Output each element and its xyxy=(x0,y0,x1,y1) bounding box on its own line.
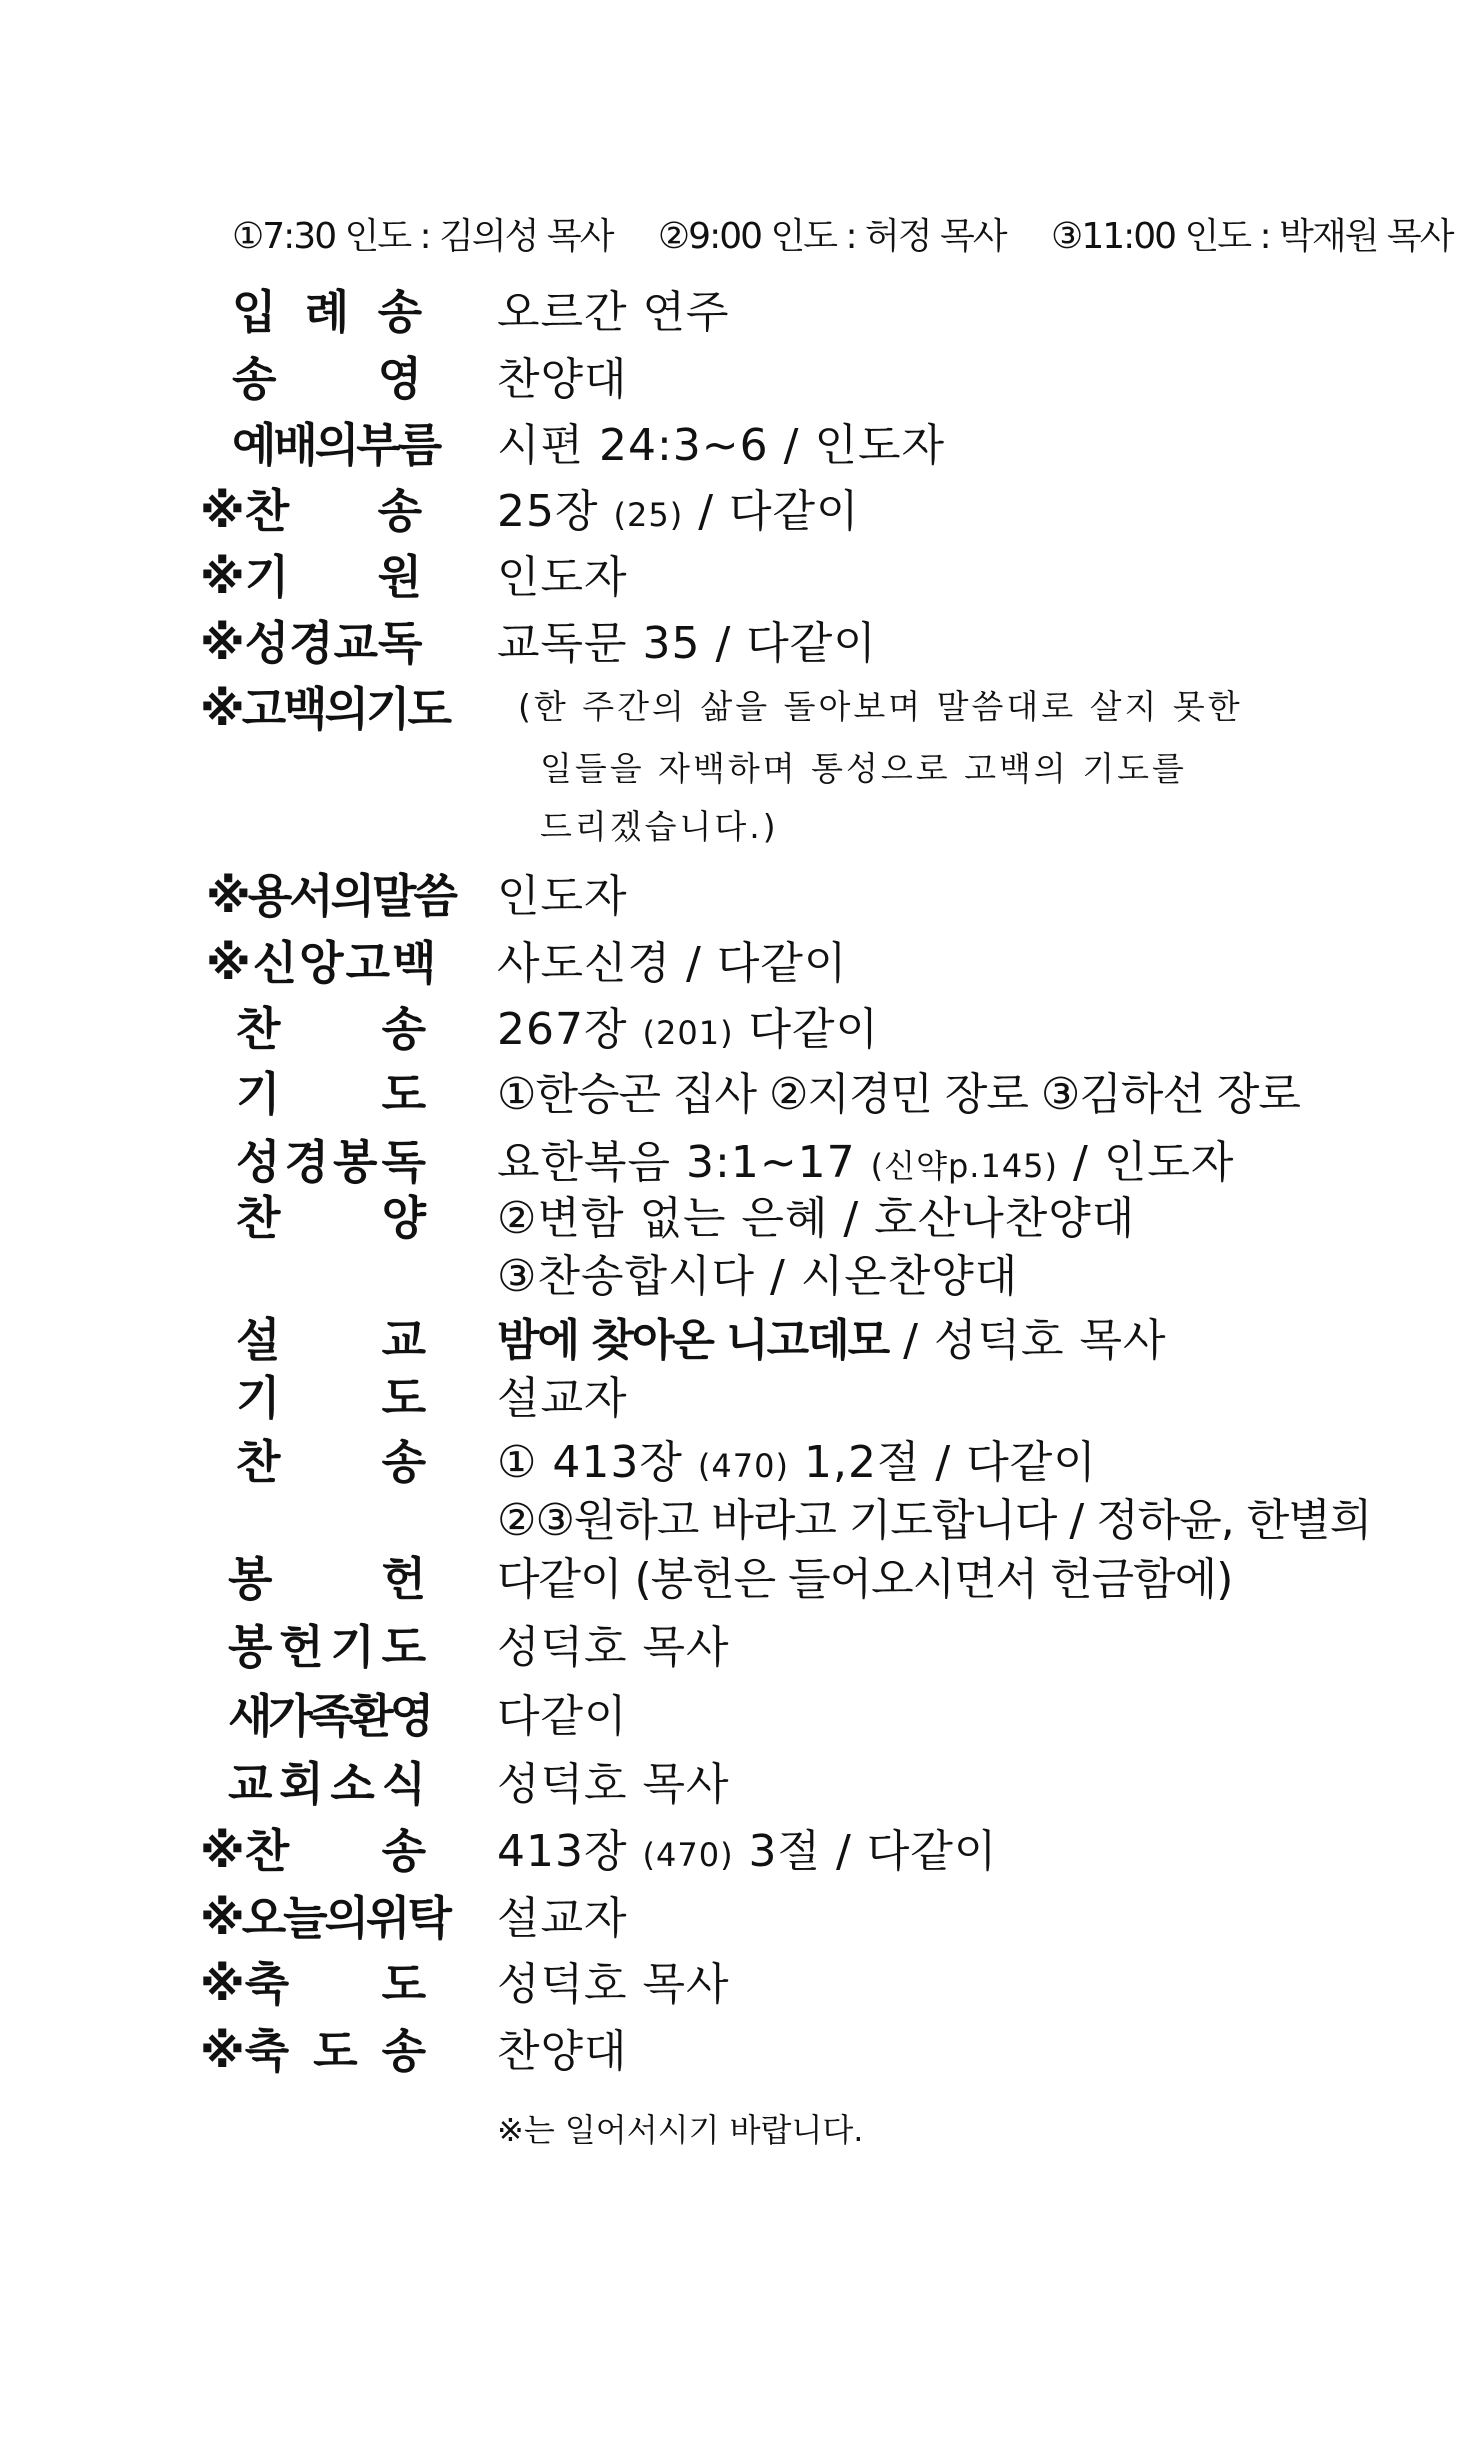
order-label: ※오늘의위탁 xyxy=(200,1891,449,1945)
order-item xyxy=(0,1748,1476,1810)
order-value-2: ②③원하고 바라고 기도합니다 / 정하윤, 한별희 xyxy=(497,1495,1372,1546)
order-label: 예배의부름 xyxy=(232,418,440,472)
order-label: 봉 헌 xyxy=(228,1552,426,1606)
order-value: 교독문 35 / 다같이 xyxy=(497,618,877,669)
order-value: 사도신경 / 다같이 xyxy=(497,938,848,989)
hymn-number: 25장 xyxy=(497,486,599,537)
order-value: 찬양대 xyxy=(497,354,628,405)
order-item xyxy=(0,1058,1476,1120)
order-item xyxy=(0,1611,1476,1673)
order-item xyxy=(0,1543,1476,1605)
hymn-old-number: (201) xyxy=(642,1014,734,1052)
order-value: 성덕호 목사 xyxy=(497,1959,730,2010)
order-value: ②변함 없는 은혜 / 호산나찬양대 xyxy=(497,1193,1136,1244)
order-item xyxy=(0,1815,1476,1877)
confession-line-3: 드리겠습니다.) xyxy=(540,807,779,846)
hymn-old-number: (470) xyxy=(697,1447,789,1485)
sermon-title: 밤에 찾아온 니고데모 xyxy=(497,1315,889,1366)
order-item xyxy=(0,607,1476,669)
order-value xyxy=(497,1126,1234,1190)
order-label: 찬 송 xyxy=(236,1435,426,1489)
order-item xyxy=(0,1426,1476,1546)
order-value-rest: 3절 / 다같이 xyxy=(748,1826,998,1877)
confession-line-2: 일들을 자백하며 통성으로 고백의 기도를 xyxy=(540,749,1187,788)
order-item xyxy=(0,927,1476,989)
hymn-number: 267장 xyxy=(497,1004,628,1055)
order-value-rest: / 다같이 xyxy=(698,486,860,537)
order-value: 찬양대 xyxy=(497,2026,628,2077)
order-label: 새가족환영 xyxy=(228,1689,431,1743)
order-label: ※축 도 송 xyxy=(200,2024,426,2078)
order-item xyxy=(0,1304,1476,1366)
order-label: ※신앙고백 xyxy=(206,936,439,990)
hymn-old-number: (25) xyxy=(613,496,684,534)
order-label: ※용서의말씀 xyxy=(206,869,455,923)
service-1: ①7:30 인도 : 김의성 목사 xyxy=(232,216,613,257)
order-label: 송 영 xyxy=(232,352,422,406)
order-label: ※찬 송 xyxy=(200,1824,426,1878)
order-value: 다같이 (봉헌은 들어오시면서 헌금함에) xyxy=(497,1554,1233,1605)
order-value: 성덕호 목사 xyxy=(497,1759,730,1810)
order-item xyxy=(0,1182,1476,1302)
service-2: ②9:00 인도 : 허정 목사 xyxy=(657,216,1006,257)
order-label: ※기 원 xyxy=(200,550,422,604)
order-item xyxy=(0,2015,1476,2077)
order-label: ※ 성 경 교 독 xyxy=(200,616,423,670)
order-item xyxy=(0,1882,1476,1944)
order-value: 인도자 xyxy=(497,552,628,603)
order-label: 교 회 소 식 xyxy=(228,1757,426,1811)
order-value-rest: 1,2절 / 다같이 xyxy=(803,1437,1097,1488)
order-label: 봉 헌 기 도 xyxy=(228,1620,426,1674)
hymn-number: ① 413장 xyxy=(497,1437,683,1488)
order-label: 기 도 xyxy=(236,1067,426,1121)
order-label: 입 례 송 xyxy=(232,285,422,339)
order-item xyxy=(0,1362,1476,1424)
order-label: ※축 도 xyxy=(200,1957,426,2011)
order-item xyxy=(0,1948,1476,2010)
order-label: 찬 송 xyxy=(236,1002,426,1056)
order-label: ※찬 송 xyxy=(200,484,422,538)
order-item xyxy=(0,860,1476,922)
order-value: 인도자 xyxy=(497,871,628,922)
order-value-rest: / 인도자 xyxy=(1073,1137,1235,1188)
order-item xyxy=(0,541,1476,603)
order-item xyxy=(0,1680,1476,1742)
order-value: 시편 24:3~6 / 인도자 xyxy=(497,420,945,471)
hymn-old-number: (470) xyxy=(642,1836,734,1874)
standing-note: ※는 일어서시기 바랍니다. xyxy=(497,2111,864,2149)
order-value-rest: 다같이 xyxy=(748,1004,880,1055)
order-value xyxy=(497,993,879,1057)
order-label: 설 교 xyxy=(236,1313,426,1367)
order-value xyxy=(497,475,860,539)
order-value: 오르간 연주 xyxy=(497,287,730,338)
order-value-rest: / 성덕호 목사 xyxy=(903,1315,1167,1366)
scripture-page: (신약p.145) xyxy=(870,1147,1059,1185)
order-value-2: ③찬송합시다 / 시온찬양대 xyxy=(497,1251,1019,1302)
order-label: 성 경 봉 독 xyxy=(236,1135,426,1189)
order-value xyxy=(497,1426,1097,1490)
service-times-header xyxy=(232,208,1453,259)
order-label: 찬 양 xyxy=(236,1191,426,1245)
order-item xyxy=(0,409,1476,471)
service-3: ③11:00 인도 : 박재원 목사 xyxy=(1051,216,1453,257)
order-value: 설교자 xyxy=(497,1373,628,1424)
order-item xyxy=(0,276,1476,338)
order-item xyxy=(0,343,1476,405)
order-value xyxy=(497,1304,1167,1368)
order-value: 설교자 xyxy=(497,1893,628,1944)
order-value: 성덕호 목사 xyxy=(497,1622,730,1673)
order-item xyxy=(0,993,1476,1055)
order-item xyxy=(0,1126,1476,1188)
order-label: 기 도 xyxy=(236,1371,426,1425)
order-item xyxy=(0,475,1476,537)
order-value: 다같이 xyxy=(497,1691,628,1742)
order-value: ①한승곤 집사 ②지경민 장로 ③김하선 장로 xyxy=(497,1069,1300,1120)
confession-line-1: (한 주간의 삶을 돌아보며 말씀대로 살지 못한 xyxy=(518,687,1243,726)
order-item-confession xyxy=(0,673,1476,863)
order-label: ※고백의기도 xyxy=(200,682,449,736)
order-value xyxy=(497,1815,997,1879)
scripture: 요한복음 3:1~17 xyxy=(497,1137,856,1188)
hymn-number: 413장 xyxy=(497,1826,628,1877)
